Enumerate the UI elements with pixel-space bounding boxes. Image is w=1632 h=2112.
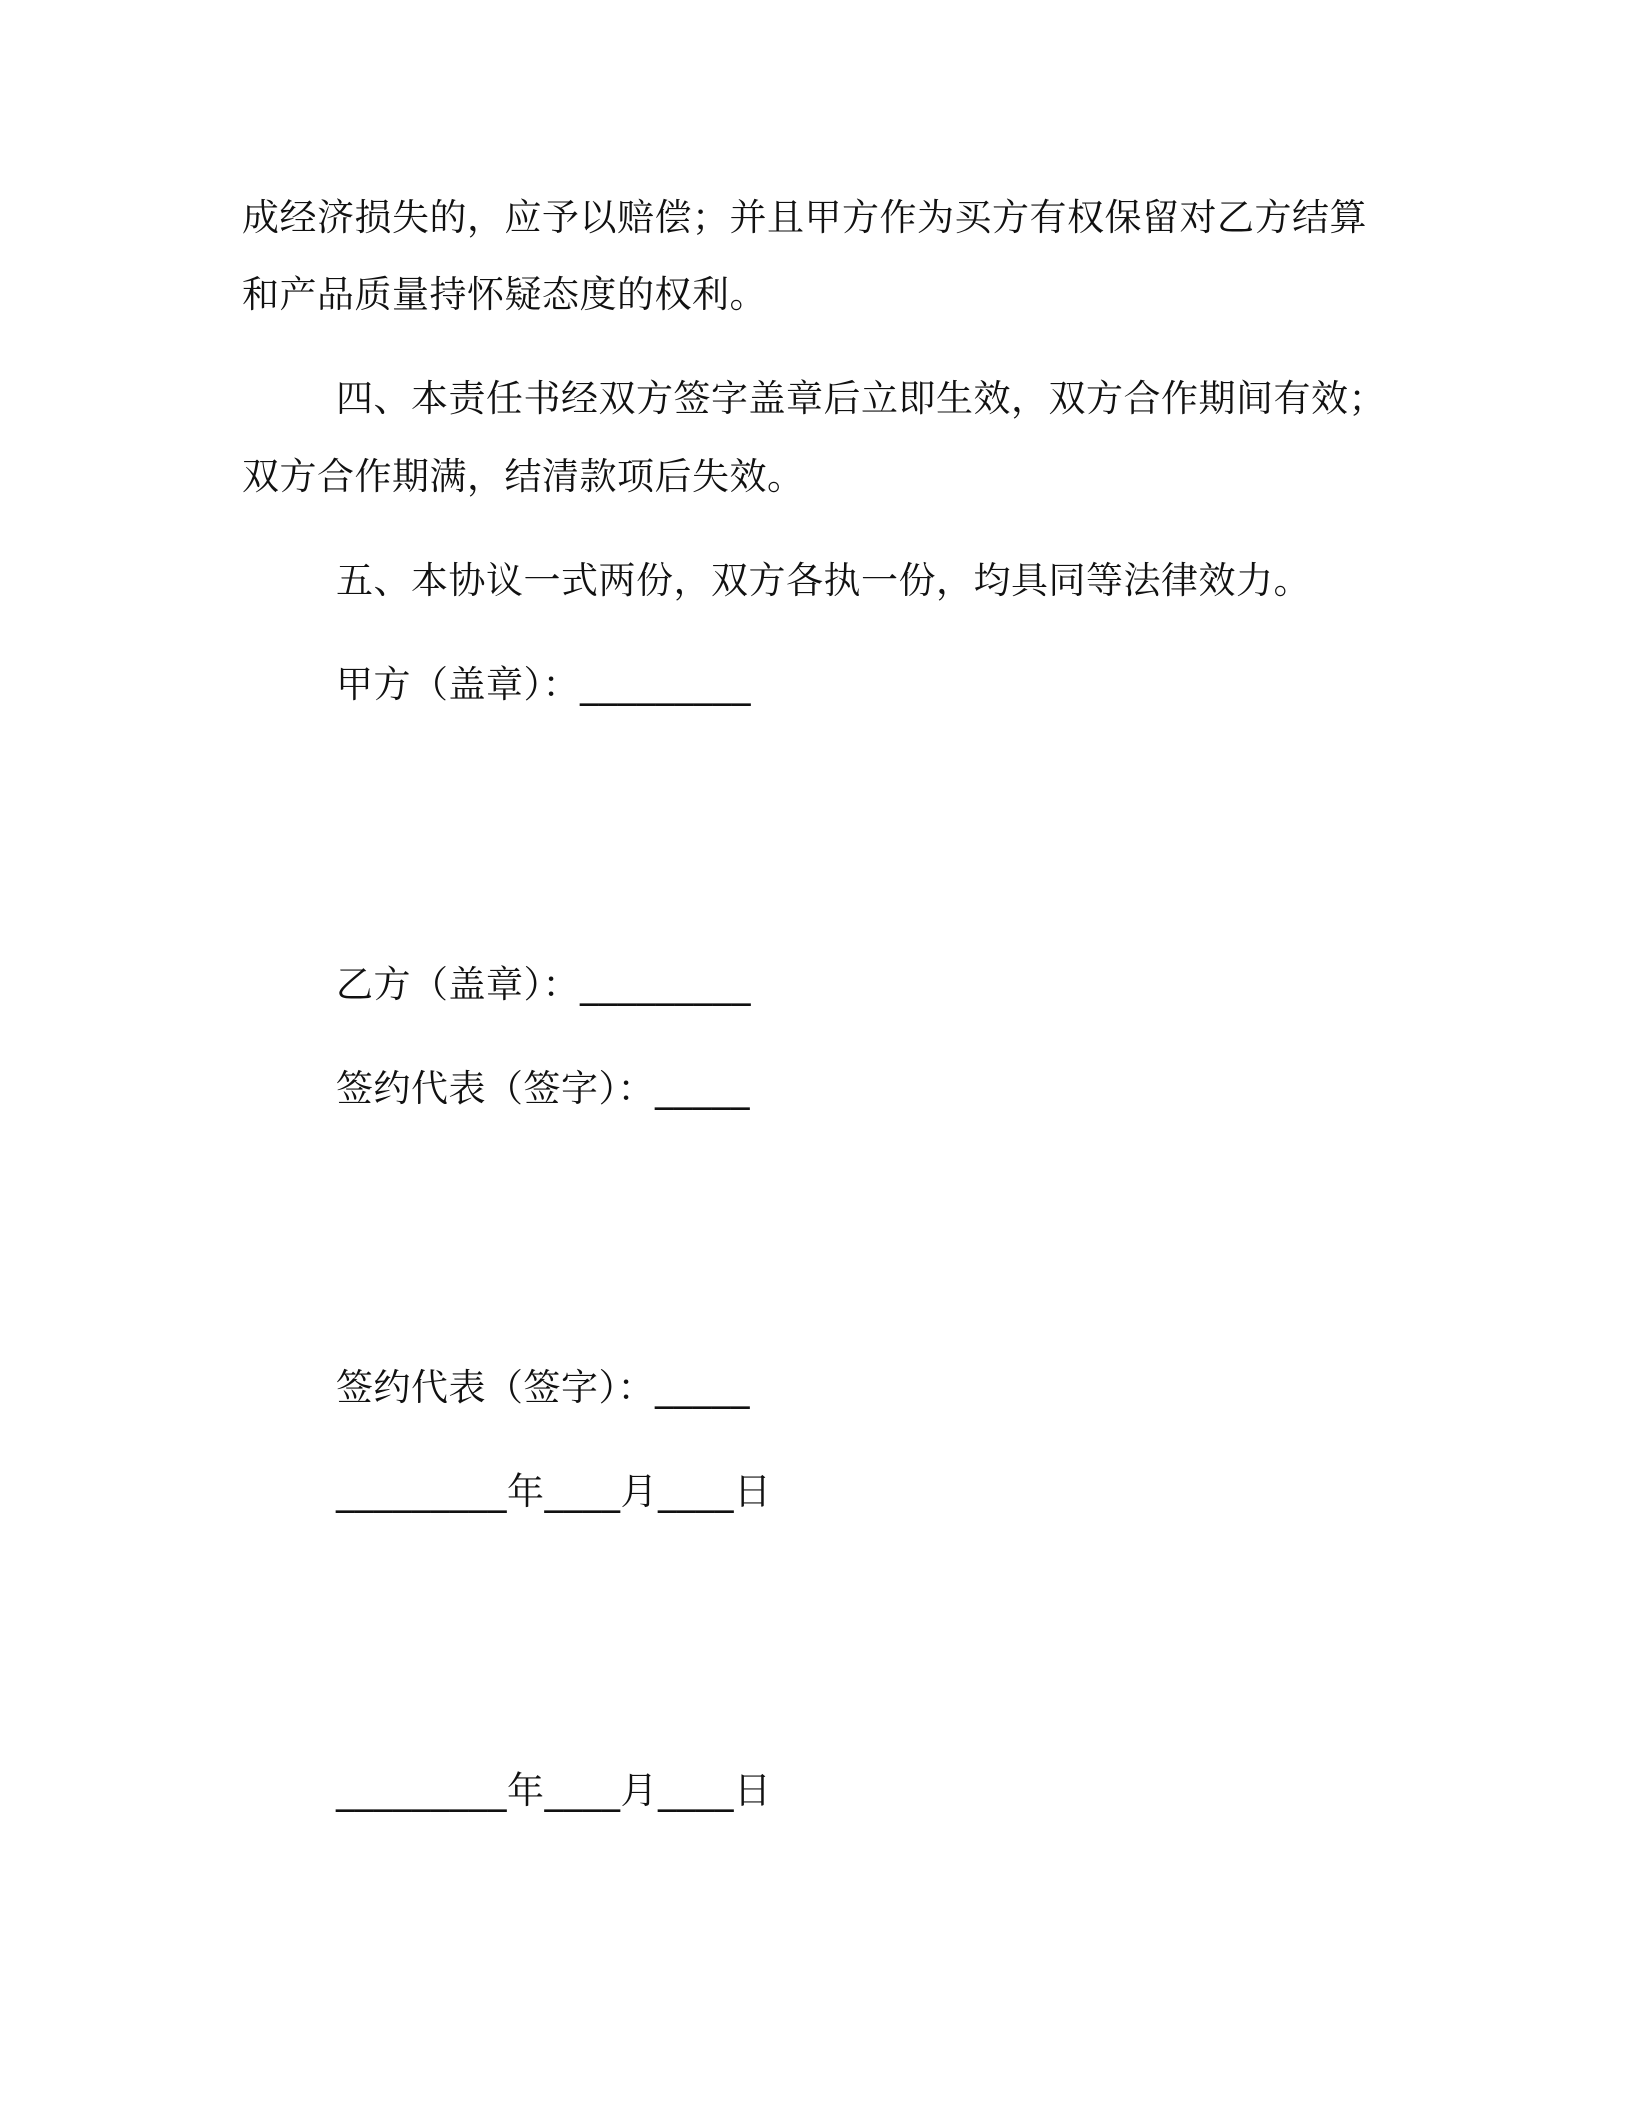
- representative-signature-line-2: 签约代表（签字）：_____: [336, 1366, 750, 1409]
- clause-4-line-2: 双方合作期满，结清款项后失效。: [242, 455, 805, 498]
- clause-4-line-1: 四、本责任书经双方签字盖章后立即生效，双方合作期间有效；: [336, 377, 1386, 420]
- representative-signature-line-1: 签约代表（签字）：_____: [336, 1067, 750, 1110]
- paragraph-3-line-2: 和产品质量持怀疑态度的权利。: [242, 273, 767, 316]
- date-line-1: _________年____月____日: [336, 1470, 772, 1513]
- clause-5-line-1: 五、本协议一式两份，双方各执一份，均具同等法律效力。: [336, 559, 1311, 602]
- party-b-seal-line: 乙方（盖章）：_________: [336, 963, 751, 1006]
- date-line-2: _________年____月____日: [336, 1769, 772, 1812]
- paragraph-3-line-1: 成经济损失的，应予以赔偿；并且甲方作为买方有权保留对乙方结算: [242, 196, 1367, 239]
- party-a-seal-line: 甲方（盖章）：_________: [336, 663, 751, 706]
